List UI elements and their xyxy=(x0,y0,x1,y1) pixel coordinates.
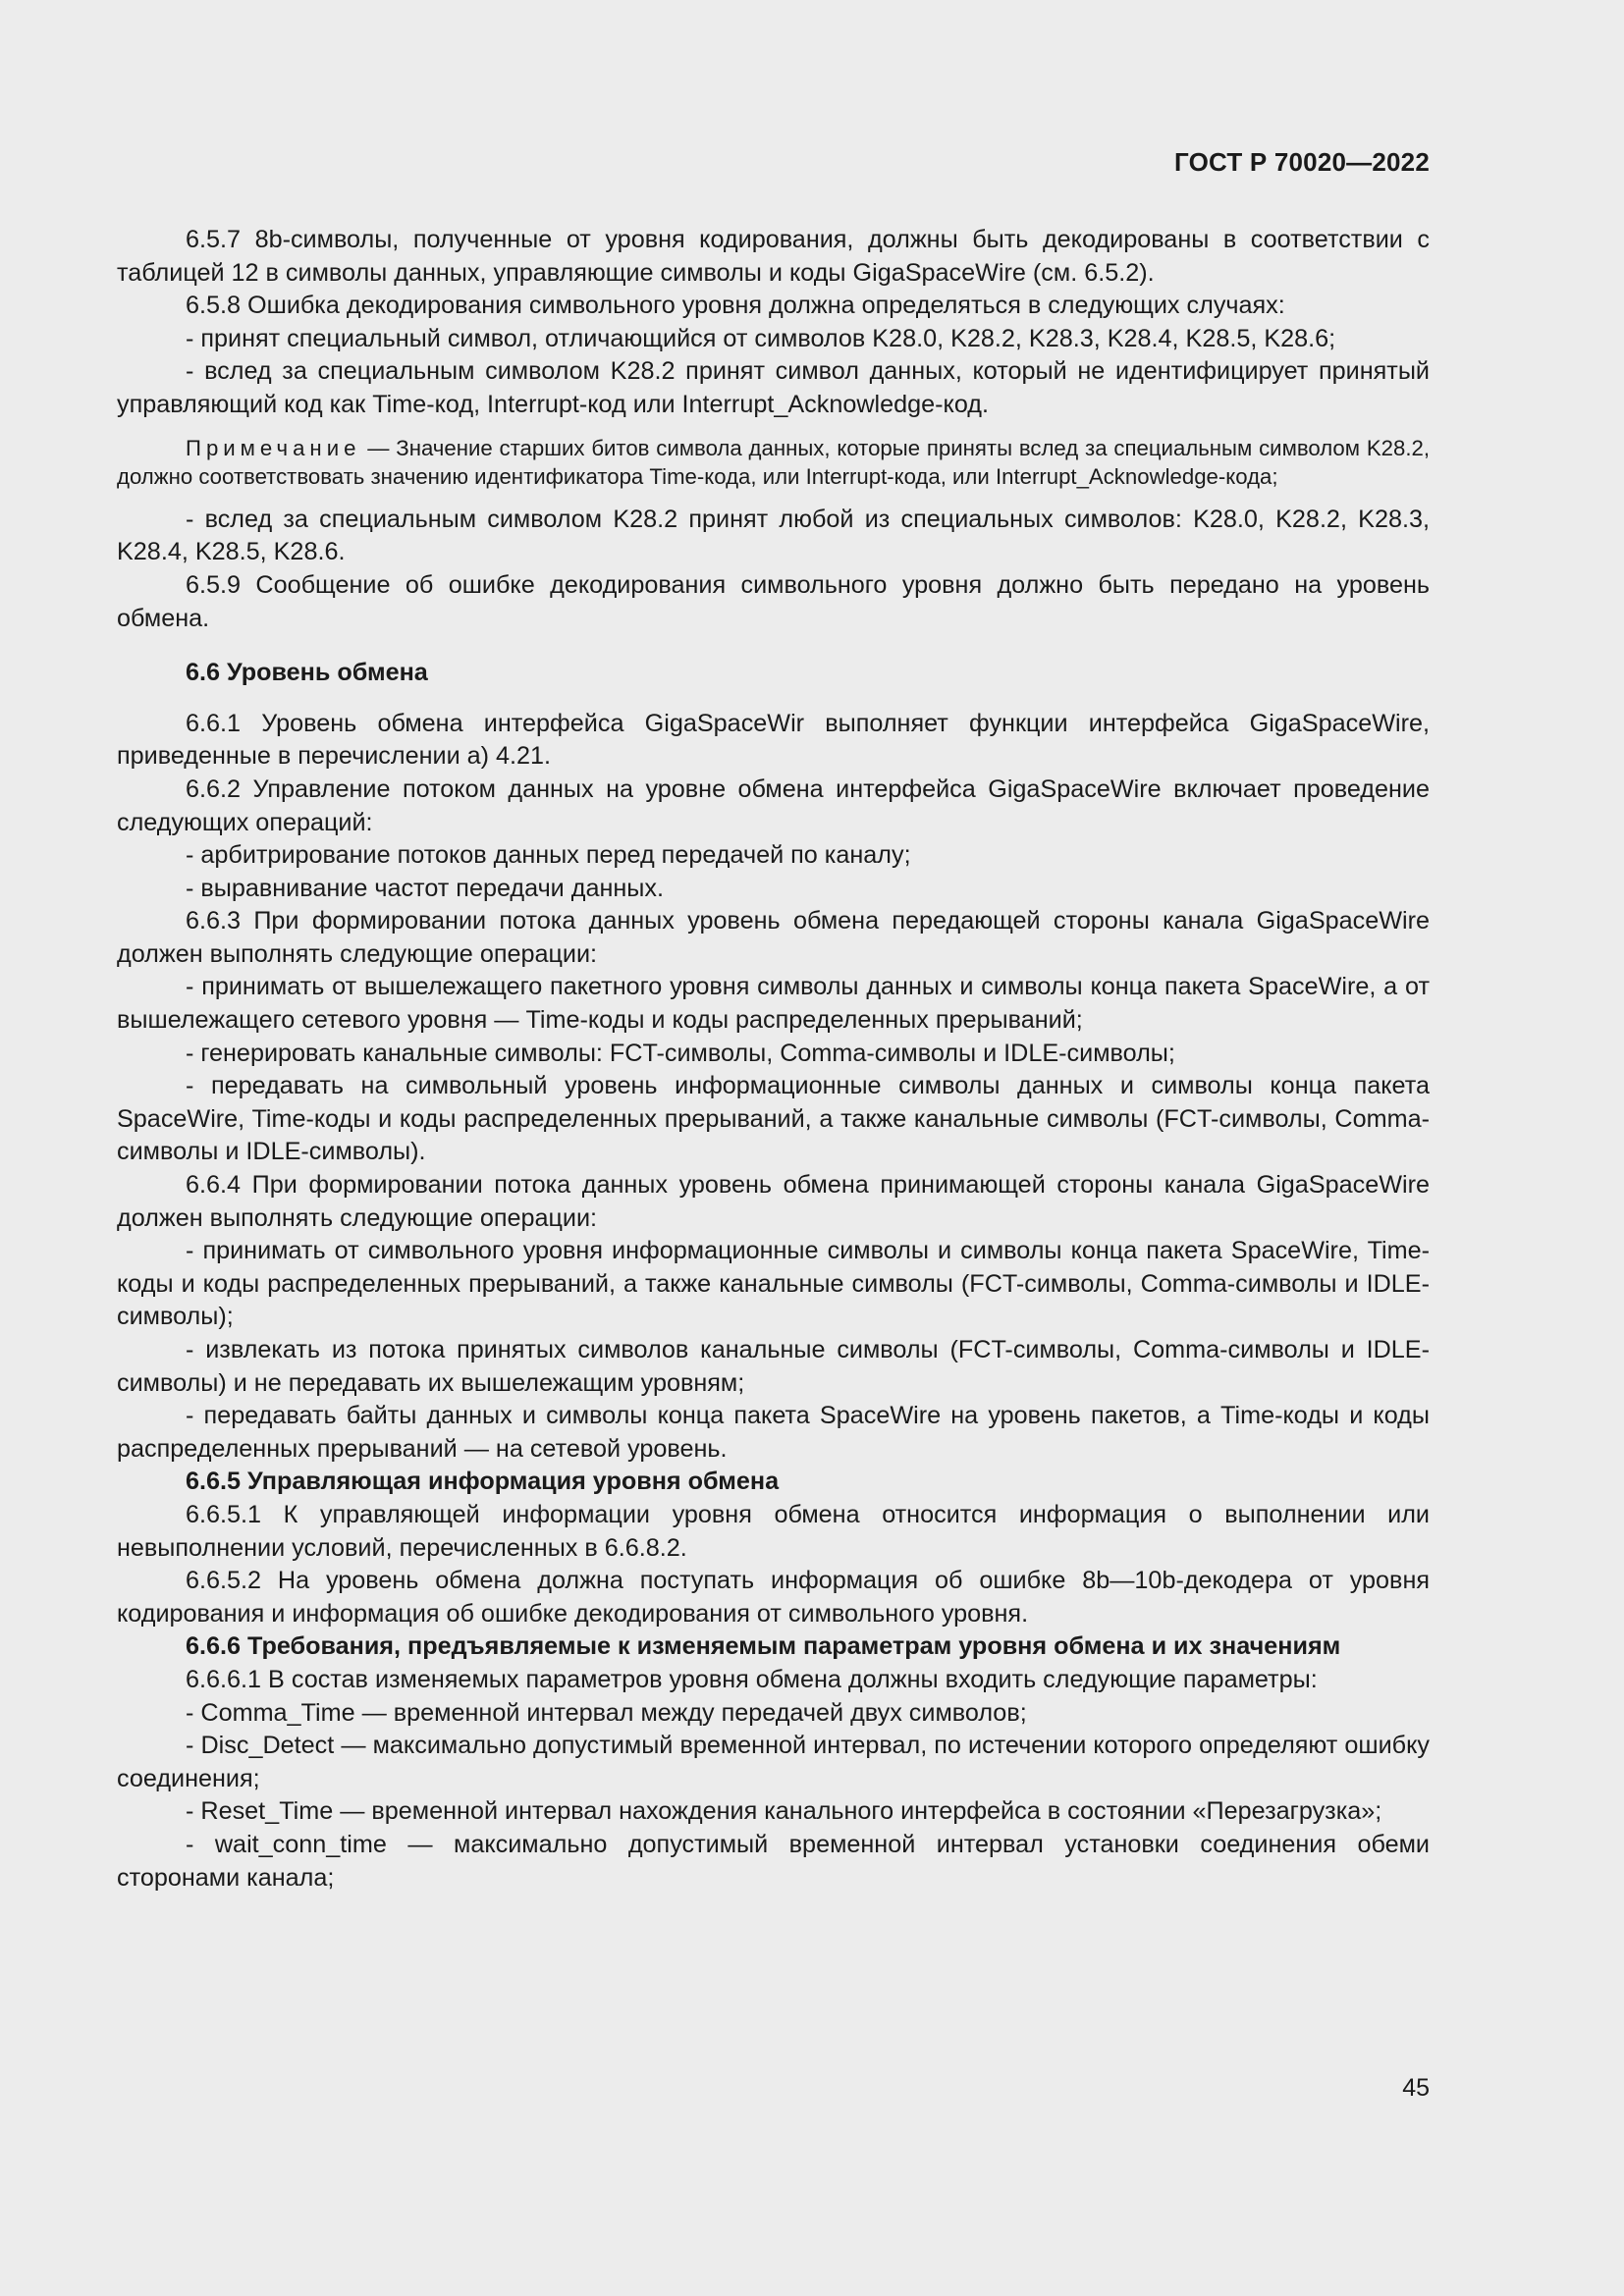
section-heading-6-6-5: 6.6.5 Управляющая информация уровня обмена xyxy=(186,1468,780,1496)
list-item: - вслед за специальным символом K28.2 принят символ данных, который не идентифицирует принятый управляющий код как Time-код, Interrupt-код или Interrupt_Acknowledge-код. xyxy=(117,357,1430,418)
list-item: - Disc_Detect — максимально допустимый временной интервал, по истечении которого определяют ошибку соединения; xyxy=(117,1732,1430,1792)
paragraph-6-5-9: 6.5.9 Сообщение об ошибке декодирования символьного уровня должно быть передано на уровень обмена. xyxy=(117,570,1430,632)
list-item: - принят специальный символ, отличающийся от символов K28.0, K28.2, K28.3, K28.4, K28.5, K28.6; xyxy=(186,324,1336,352)
page-body xyxy=(117,224,1430,1895)
list-item: - Comma_Time — временной интервал между передачей двух символов; xyxy=(186,1698,1027,1727)
section-heading-6-6: 6.6 Уровень обмена xyxy=(186,659,428,687)
paragraph-6-6-2: 6.6.2 Управление потоком данных на уровне обмена интерфейса GigaSpaceWire включает проведение следующих операций: xyxy=(117,774,1430,836)
document-header: ГОСТ Р 70020—2022 xyxy=(1174,147,1430,177)
paragraph-6-6-6-1: 6.6.6.1 В состав изменяемых параметров уровня обмена должны входить следующие параметры: xyxy=(186,1665,1318,1693)
list-item: - передавать байты данных и символы конца пакета SpaceWire на уровень пакетов, а Time-коды и коды распределенных прерываний — на сетевой уровень. xyxy=(117,1402,1430,1463)
list-item: - генерировать канальные символы: FCT-символы, Comma-символы и IDLE-символы; xyxy=(186,1039,1175,1067)
list-item: - принимать от вышележащего пакетного уровня символы данных и символы конца пакета SpaceWire, а от вышележащего сетевого уровня — Time-коды и коды распределенных прерываний; xyxy=(117,973,1430,1035)
note-text: — Значение старших битов символа данных, которые приняты вслед за специальным символом K28.2, должно соответствовать значению идентификатора Time-кода, или Interrupt-кода, или Interrupt_Acknowledge-кода; xyxy=(117,435,1430,490)
list-item: - Reset_Time — временной интервал нахождения канального интерфейса в состоянии «Перезагрузка»; xyxy=(186,1797,1382,1826)
list-item: - арбитрирование потоков данных перед передачей по каналу; xyxy=(186,841,911,870)
list-item: - принимать от символьного уровня информационные символы и символы конца пакета SpaceWire, Time-коды и коды распределенных прерываний, а также канальные символы (FCT-символы, Comma-символы и IDLE-символы); xyxy=(117,1237,1430,1331)
page-number: 45 xyxy=(1402,2074,1430,2102)
list-item: - извлекать из потока принятых символов канальные символы (FCT-символы, Comma-символы и IDLE-символы) и не передавать их вышележащим уровням; xyxy=(117,1336,1430,1397)
paragraph-6-5-8: 6.5.8 Ошибка декодирования символьного уровня должна определяться в следующих случаях: xyxy=(186,292,1285,320)
paragraph-6-6-4: 6.6.4 При формировании потока данных уровень обмена принимающей стороны канала GigaSpaceWire должен выполнять следующие операции: xyxy=(117,1171,1430,1232)
list-item: - wait_conn_time — максимально допустимый временной интервал установки соединения обеми сторонами канала; xyxy=(117,1830,1430,1892)
paragraph-6-6-1: 6.6.1 Уровень обмена интерфейса GigaSpaceWir выполняет функции интерфейса GigaSpaceWire, приведенные в перечислении а) 4.21. xyxy=(117,709,1430,771)
paragraph-6-5-7: 6.5.7 8b-символы, полученные от уровня кодирования, должны быть декодированы в соответствии с таблицей 12 в символы данных, управляющие символы и коды GigaSpaceWire (см. 6.5.2). xyxy=(117,226,1430,287)
section-heading-6-6-6: 6.6.6 Требования, предъявляемые к изменяемым параметрам уровня обмена и их значениям xyxy=(186,1632,1341,1661)
list-item: - выравнивание частот передачи данных. xyxy=(186,874,664,902)
note-block xyxy=(117,434,1430,492)
note-label: Примечание xyxy=(186,435,361,460)
paragraph-6-6-5-1: 6.6.5.1 К управляющей информации уровня обмена относится информация о выполнении или невыполнении условий, перечисленных в 6.6.8.2. xyxy=(117,1500,1430,1562)
list-item: - вслед за специальным символом K28.2 принят любой из специальных символов: K28.0, K28.2, K28.3, K28.4, K28.5, K28.6. xyxy=(117,505,1430,566)
list-item: - передавать на символьный уровень информационные символы данных и символы конца пакета SpaceWire, Time-коды и коды распределенных прерываний, а также канальные символы (FCT-символы, Comma-символы и IDLE-символы). xyxy=(117,1072,1430,1166)
paragraph-6-6-3: 6.6.3 При формировании потока данных уровень обмена передающей стороны канала GigaSpaceWire должен выполнять следующие операции: xyxy=(117,907,1430,968)
paragraph-6-6-5-2: 6.6.5.2 На уровень обмена должна поступать информация об ошибке 8b—10b-декодера от уровня кодирования и информация об ошибке декодирования от символьного уровня. xyxy=(117,1567,1430,1628)
